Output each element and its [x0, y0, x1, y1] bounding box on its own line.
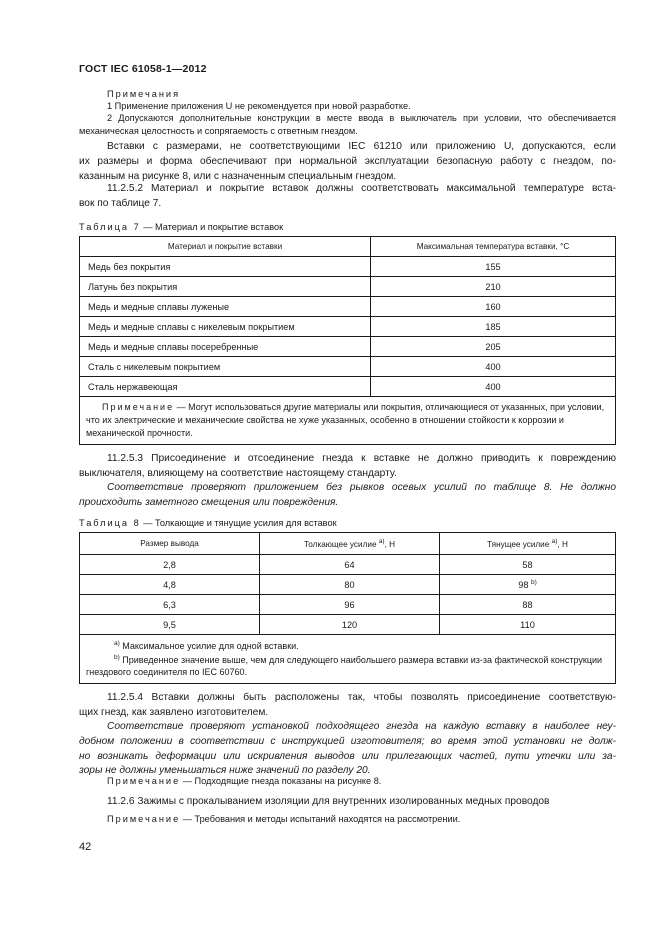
note-fig8: [107, 775, 381, 788]
table-row: [80, 357, 616, 377]
note-fig8-prefix: Примечание: [107, 776, 181, 786]
para-11254-line5: но возникать деформации или искривления выводов или прилегающих частей, пути утечки или за-: [79, 751, 616, 762]
para-inserts-line1: Вставки с размерами, не соответствующими IEC 61210 или приложению U, допускаются, если: [107, 141, 616, 152]
pull-value: 98: [518, 580, 529, 590]
table-row: [80, 337, 616, 357]
note-fig8-text: — Подходящие гнезда показаны на рисунке 8.: [180, 776, 382, 786]
note-1: 1 Применение приложения U не рекомендуется при новой разработке.: [107, 101, 411, 111]
document-header: ГОСТ IEC 61058-1—2012: [79, 63, 207, 75]
para-11254-line2: щих гнезд, как заявлено изготовителем.: [79, 707, 269, 718]
table8-header-row: [80, 533, 616, 555]
pull-footnote-mark: a): [551, 538, 558, 545]
pull-cell: [440, 575, 616, 595]
size-cell: 6,3: [80, 595, 260, 615]
temp-cell: 400: [371, 377, 616, 397]
para-11254-line1: 11.2.5.4 Вставки должны быть расположены так, чтобы позволять присоединение соответствую-: [107, 692, 616, 703]
table-row: [80, 257, 616, 277]
pull-value: 88: [522, 599, 533, 610]
material-cell: Латунь без покрытия: [80, 277, 371, 297]
table7-caption-text: — Материал и покрытие вставок: [140, 222, 284, 232]
material-cell: Сталь с никелевым покрытием: [80, 357, 371, 377]
pull-value: 110: [520, 619, 535, 630]
table-7: [79, 236, 616, 445]
footnote-b-text: Приведенное значение выше, чем для следующего наибольшего размера вставки из-за фактической конструкции гнездового соединителя по IEC 60760.: [86, 655, 603, 677]
table8-caption-text: — Толкающие и тянущие усилия для вставок: [140, 518, 337, 528]
note-1126: [107, 813, 460, 826]
pull-label: Тянущее усилие: [487, 540, 550, 549]
temp-cell: 400: [371, 357, 616, 377]
table7-header-row: [80, 237, 616, 257]
push-footnote-mark: a): [378, 538, 385, 545]
table-row: [80, 377, 616, 397]
footnote-b: [86, 652, 609, 678]
push-cell: 80: [260, 575, 440, 595]
footnote-b-mark: b): [114, 654, 120, 661]
para-11254-line6: зоры не должны уменьшаться ниже значений по разделу 20.: [79, 765, 371, 776]
table7-note: [80, 397, 616, 445]
push-cell: 96: [260, 595, 440, 615]
push-cell: 120: [260, 615, 440, 635]
table8-footnote-row: [80, 635, 616, 684]
table-row: [80, 555, 616, 575]
para-inserts-line2: их размеры и форма обеспечивают при нормальной эксплуатации безопасную работу с гнездом, по-: [79, 156, 616, 167]
pull-cell: [440, 555, 616, 575]
table7-caption: [79, 221, 283, 234]
para-11252-line1: 11.2.5.2 Материал и покрытие вставок должны соответствовать максимальной температуре вста-: [107, 183, 616, 194]
para-11252-line2: вок по таблице 7.: [79, 198, 162, 209]
para-1126: 11.2.6 Зажимы с прокалыванием изоляции для внутренних изолированных медных проводов: [107, 796, 550, 807]
table-8: [79, 532, 616, 684]
table-row: [80, 575, 616, 595]
pull-cell: [440, 615, 616, 635]
push-unit: , Н: [384, 540, 396, 549]
pull-footnote-b: b): [531, 579, 537, 586]
footnote-a: [86, 638, 609, 652]
material-cell: Медь и медные сплавы луженые: [80, 297, 371, 317]
para-11254-line3: Соответствие проверяют установкой подходящего гнезда на каждую вставку в наиболее неу-: [107, 721, 616, 732]
temp-cell: 155: [371, 257, 616, 277]
size-cell: 2,8: [80, 555, 260, 575]
table8-footnotes: [80, 635, 616, 684]
material-cell: Медь и медные сплавы с никелевым покрытием: [80, 317, 371, 337]
para-11254-line4: добном положении в соответствии с инструкцией изготовителя; во время этой установки не долж-: [79, 736, 616, 747]
temp-cell: 185: [371, 317, 616, 337]
temp-cell: 205: [371, 337, 616, 357]
page-number: 42: [79, 841, 92, 853]
table-row: [80, 317, 616, 337]
pull-value: 58: [522, 559, 533, 570]
para-inserts-line3: казанным на рисунке 8, или с назначенным специальным гнездом.: [79, 171, 397, 182]
table7-col-material: Материал и покрытие вставки: [80, 237, 371, 257]
table8-col-push: [260, 533, 440, 555]
temp-cell: 210: [371, 277, 616, 297]
footnote-a-mark: a): [114, 640, 120, 647]
para-11253-line4: происходить заметного смещения или повреждения.: [79, 497, 339, 508]
notes-title: Примечания: [107, 89, 181, 99]
table8-caption-prefix: Таблица 8: [79, 518, 141, 528]
table8-caption: [79, 517, 337, 530]
table7-note-text: — Могут использоваться другие материалы или покрытия, отличающиеся от указанных, при условии, что их электрические и механические свойства не хуже указанных, особенно в отношении стойкости к коррозии и механической прочности.: [86, 402, 605, 438]
push-label: Толкающее усилие: [303, 540, 377, 549]
temp-cell: 160: [371, 297, 616, 317]
size-cell: 9,5: [80, 615, 260, 635]
footnote-a-text: Максимальное усилие для одной вставки.: [119, 641, 299, 651]
pull-unit: , Н: [557, 540, 568, 549]
pull-cell: [440, 595, 616, 615]
table7-note-prefix: Примечание: [102, 402, 175, 412]
para-11253-line3: Соответствие проверяют приложением без рывков осевых усилий по таблице 8. Не должно: [107, 482, 616, 493]
table-row: [80, 277, 616, 297]
para-11253-line2: выключателя, влияющему на соответствие настоящему стандарту.: [79, 468, 397, 479]
material-cell: Сталь нержавеющая: [80, 377, 371, 397]
table8-col-pull: [440, 533, 616, 555]
note-1126-prefix: Примечание: [107, 814, 181, 824]
table8-col-size: Размер вывода: [80, 533, 260, 555]
table-row: [80, 297, 616, 317]
note-2: 2 Допускаются дополнительные конструкции в месте ввода в выключатель при условии, что обеспечивается механическая целостность и сопрягаемость с ответным гнездом.: [79, 113, 616, 136]
para-11253-line1: 11.2.5.3 Присоединение и отсоединение гнезда к вставке не должно приводить к повреждению: [107, 453, 616, 464]
size-cell: 4,8: [80, 575, 260, 595]
push-cell: 64: [260, 555, 440, 575]
table-row: [80, 615, 616, 635]
material-cell: Медь без покрытия: [80, 257, 371, 277]
table7-col-temp: Максимальная температура вставки, °С: [371, 237, 616, 257]
note-1126-text: — Требования и методы испытаний находятся на рассмотрении.: [180, 814, 461, 824]
material-cell: Медь и медные сплавы посеребренные: [80, 337, 371, 357]
table7-caption-prefix: Таблица 7: [79, 222, 141, 232]
table-row: [80, 595, 616, 615]
table7-note-row: [80, 397, 616, 445]
